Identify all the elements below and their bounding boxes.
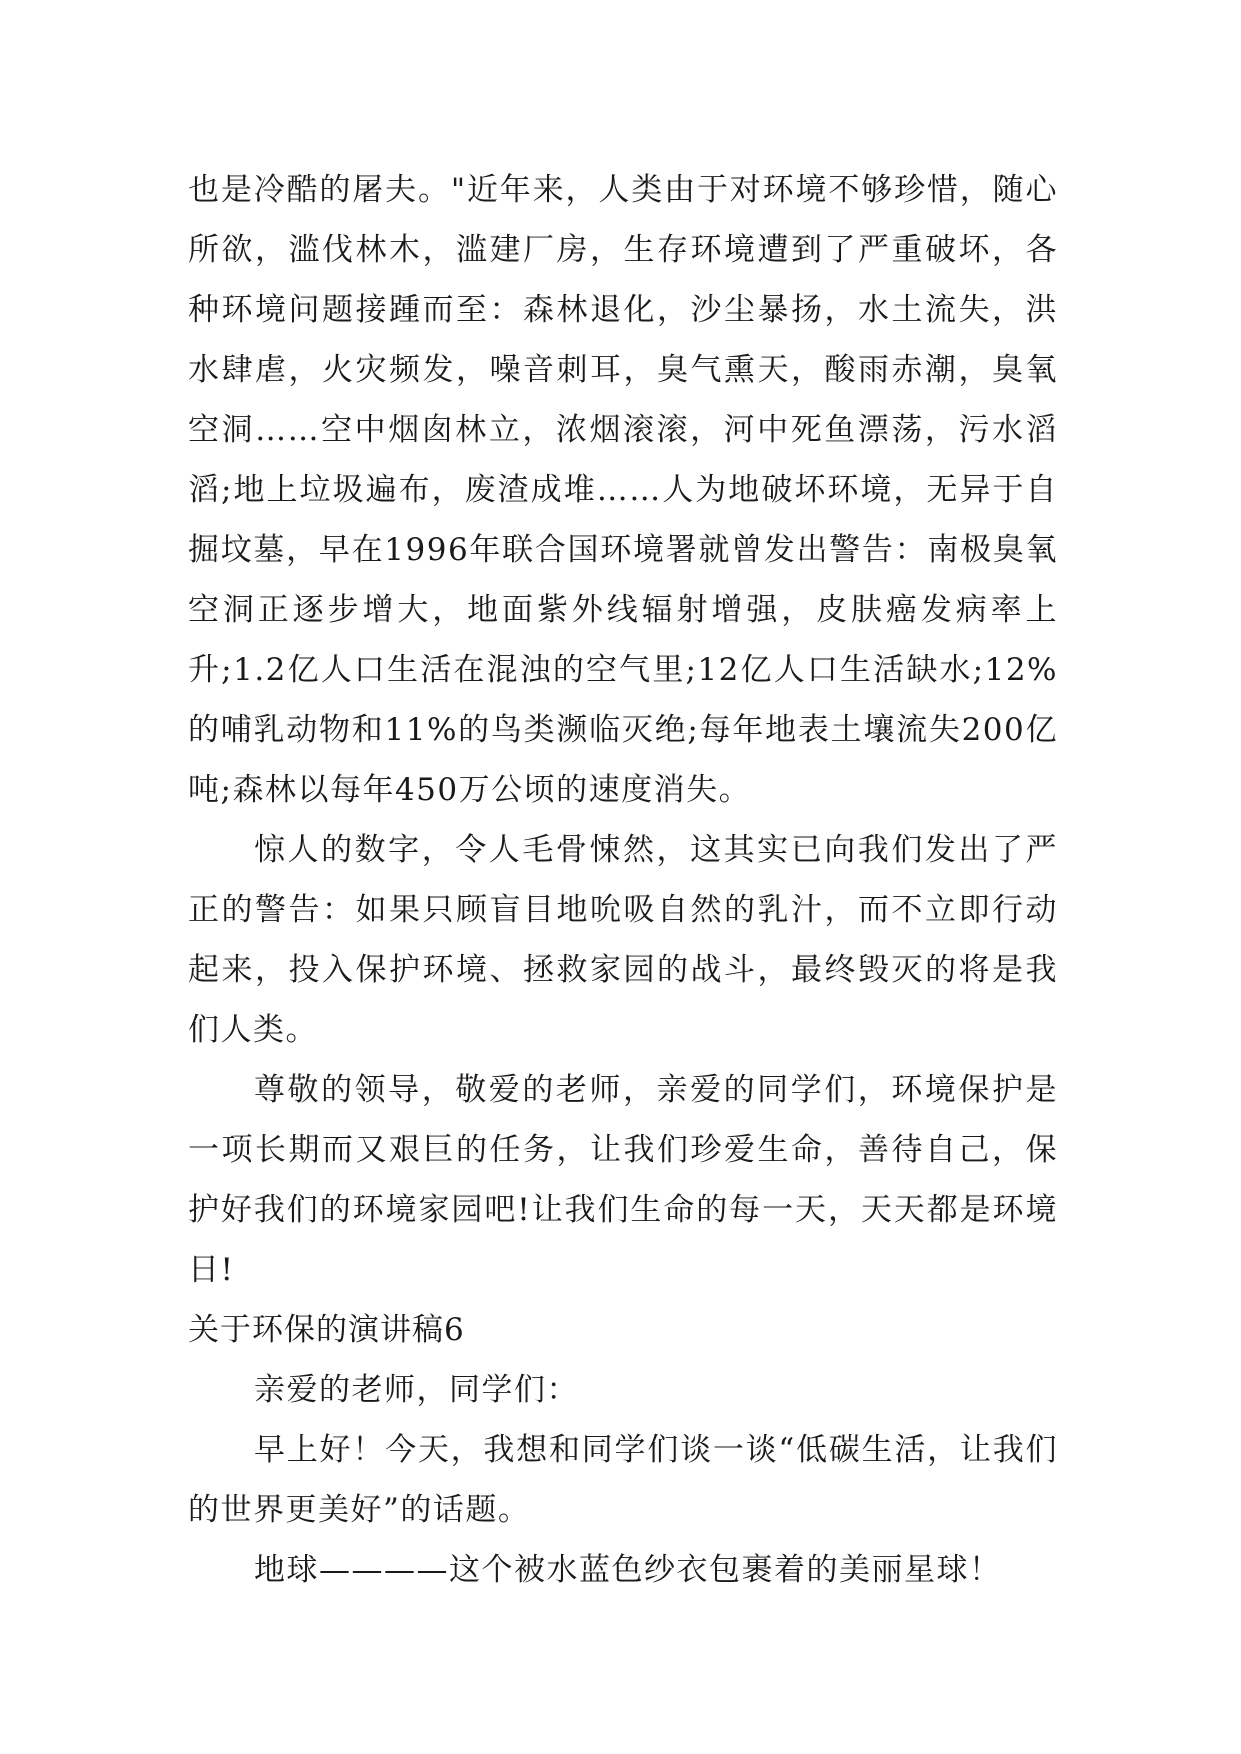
paragraph-closing-call: 尊敬的领导，敬爱的老师，亲爱的同学们，环境保护是一项长期而又艰巨的任务，让我们珍爱生命，善待自己，保护好我们的环境家园吧!让我们生命的每一天，天天都是环境日! xyxy=(188,1072,1058,1288)
document-body xyxy=(188,160,1058,1600)
paragraph-earth: 地球————这个被水蓝色纱衣包裹着的美丽星球！ xyxy=(254,1552,1002,1588)
paragraph-environment-crisis: 也是冷酷的屠夫。"近年来，人类由于对环境不够珍惜，随心所欲，滥伐林木，滥建厂房，生存环境遭到了严重破坏，各种环境问题接踵而至：森林退化，沙尘暴扬，水土流失，洪水肆虐，火灾频发，噪音刺耳，臭气熏天，酸雨赤潮，臭氧空洞……空中烟囱林立，浓烟滚滚，河中死鱼漂荡，污水滔滔;地上垃圾遍布，废渣成堆……人为地破坏环境，无异于自掘坟墓，早在1996年联合国环境署就曾发出警告：南极臭氧空洞正逐步增大，地面紫外线辐射增强，皮肤癌发病率上升;1.2亿人口生活在混浊的空气里;12亿人口生活缺水;12%的哺乳动物和11%的鸟类濒临灭绝;每年地表土壤流失200亿吨;森林以每年450万公顷的速度消失。 xyxy=(188,172,1058,808)
paragraph-greeting: 亲爱的老师，同学们： xyxy=(254,1372,579,1408)
paragraph-topic-intro: 早上好！今天，我想和同学们谈一谈“低碳生活，让我们的世界更美好”的话题。 xyxy=(188,1432,1058,1528)
paragraph-warning: 惊人的数字，令人毛骨悚然，这其实已向我们发出了严正的警告：如果只顾盲目地吮吸自然的乳汁，而不立即行动起来，投入保护环境、拯救家园的战斗，最终毁灭的将是我们人类。 xyxy=(188,832,1058,1048)
speech-title: 关于环保的演讲稿6 xyxy=(188,1312,465,1348)
